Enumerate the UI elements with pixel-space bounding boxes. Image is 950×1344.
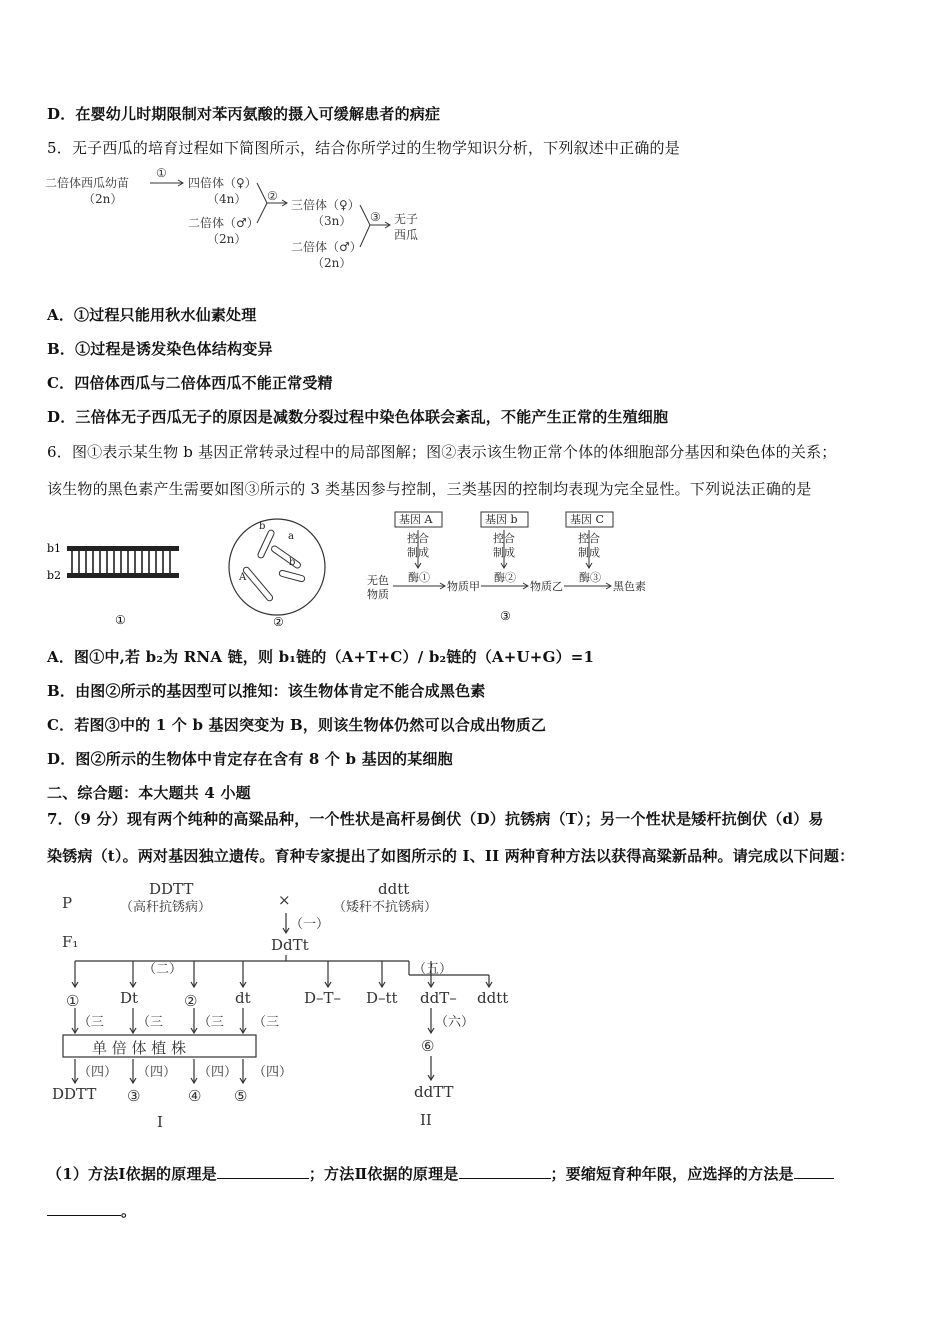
q7-breeding-diagram: [45, 875, 525, 1135]
q6-fig3-enzyme-1: 酶①: [408, 571, 430, 584]
q6-figure-3: [365, 508, 665, 628]
q6-fig2-chromosome-1: [257, 529, 275, 559]
q7-sub1: [47, 1163, 834, 1184]
q7-step-3c: （三: [198, 1015, 225, 1030]
q6-fig3-enzyme-2: 酶②: [494, 571, 516, 584]
q6-fig1-strand-b1: [67, 546, 179, 551]
q7-parent-1-desc: （高秆抗锈病）: [120, 900, 212, 915]
q6-fig3-control-3b: 制成: [578, 546, 600, 559]
q5-diploid-male-2: 二倍体（♂）: [291, 240, 362, 254]
q6-fig2-chromosome-3: [242, 566, 274, 602]
q7-result-3: ③: [127, 1087, 141, 1105]
q7-sub1-continued: [47, 1200, 136, 1221]
q6-fig3-colorless-1: 无色: [367, 574, 389, 587]
q7-f1: DdTt: [271, 936, 309, 954]
q6-fig3-gene-c: 基因 C: [570, 513, 604, 526]
q7-parent-2: ddtt: [378, 880, 410, 898]
q7-step-4b: （四）: [137, 1065, 177, 1080]
q5-watermelon-diagram: [45, 165, 445, 275]
q6-fig2-gene-A: A: [239, 572, 247, 583]
q6-fig1-b1: b1: [47, 542, 62, 555]
q6-fig3-colorless-2: 物质: [367, 588, 389, 601]
section-2-heading: 二、综合题：本大题共 4 小题: [47, 784, 251, 802]
q7-sub1-part3: ；要缩短育种年限，应选择的方法是: [550, 1165, 794, 1183]
q7-haploid-plants: 单 倍 体 植 株: [92, 1039, 187, 1057]
q7-f2-3: ddT–: [420, 989, 457, 1007]
q7-sub1-end: 。: [121, 1202, 137, 1220]
q6-option-a: A．图①中,若 b₂为 RNA 链，则 b₁链的（A+T+C）/ b₂链的（A+U+G）=1: [47, 648, 595, 666]
q5-result-line1: 无子: [394, 212, 419, 226]
q7-f2-4: ddtt: [477, 989, 509, 1007]
q7-gamete-1: ①: [66, 992, 80, 1010]
q6-fig2-chromosome-4: [279, 570, 306, 583]
q5-diploid-male-1-ploidy: （2n）: [207, 232, 247, 246]
q6-fig3-substance-b: 物质乙: [530, 580, 563, 593]
q5-tetraploid-ploidy: （4n）: [207, 192, 247, 206]
q7-step-3d: （三: [253, 1015, 280, 1030]
q7-result-5: ⑤: [234, 1087, 248, 1105]
q7-gamete-3: ②: [184, 992, 198, 1010]
q5-option-d: D．三倍体无子西瓜无子的原因是减数分裂过程中染色体联会紊乱，不能产生正常的生殖细胞: [47, 408, 669, 426]
q7-step-4d: （四）: [253, 1065, 293, 1080]
q4-option-d: D．在婴幼儿时期限制对苯丙氨酸的摄入可缓解患者的病症: [47, 105, 441, 123]
q6-fig2-gene-b-top: b: [259, 521, 266, 532]
q5-option-c: C．四倍体西瓜与二倍体西瓜不能正常受精: [47, 374, 333, 392]
q7-f2-1: D–T–: [304, 989, 342, 1007]
q5-seedling-ploidy: （2n）: [83, 192, 123, 206]
q7-p-label: P: [62, 894, 73, 912]
q6-fig3-control-2b: 制成: [493, 546, 515, 559]
q7-step-4c: （四）: [198, 1065, 238, 1080]
q7-final-ddtt: ddTT: [414, 1083, 454, 1101]
q6-option-d: D．图②所示的生物体中肯定存在含有 8 个 b 基因的某细胞: [47, 750, 453, 768]
q7-step-1: （一）: [290, 917, 330, 932]
q7-step-3a: （三: [78, 1015, 105, 1030]
q6-fig3-gene-a: 基因 A: [399, 513, 433, 526]
q6-fig3-gene-b: 基因 b: [485, 513, 518, 526]
q7-result-6: ⑥: [421, 1037, 435, 1055]
q7-sub1-part2: ；方法Ⅱ依据的原理是: [308, 1165, 459, 1183]
q6-fig1-b2: b2: [47, 569, 62, 582]
q7-cross: ×: [278, 891, 291, 909]
q7-method-1: I: [157, 1113, 163, 1131]
q6-stem-line2: 该生物的黑色素产生需要如图③所示的 3 类基因参与控制，三类基因的控制均表现为完全显性。下列说法正确的是: [47, 480, 812, 498]
q6-fig2-label: ②: [273, 615, 284, 629]
q5-seedling: 二倍体西瓜幼苗: [45, 176, 130, 190]
q7-parent-2-desc: （矮秆不抗锈病）: [333, 900, 438, 915]
q6-fig1-base-pairs: [72, 551, 170, 573]
q6-stem-line1: 6．图①表示某生物 b 基因正常转录过程中的局部图解；图②表示该生物正常个体的体细胞部分基因和染色体的关系；: [47, 443, 837, 461]
q6-fig3-label: ③: [500, 609, 511, 623]
q5-step3: ③: [370, 210, 381, 224]
q7-f1-label: F₁: [62, 933, 79, 951]
q6-fig3-control-1b: 制成: [407, 546, 429, 559]
q5-step2: ②: [267, 189, 278, 203]
q7-blank-3a[interactable]: [794, 1164, 834, 1179]
q5-triploid: 三倍体（♀）: [291, 198, 360, 212]
q6-fig2-gene-b-bottom: b: [289, 557, 296, 568]
q6-fig1-strand-b2: [67, 573, 179, 578]
q7-blank-1[interactable]: [217, 1164, 309, 1179]
q5-diploid-male-1: 二倍体（♂）: [188, 216, 259, 230]
q6-fig3-substance-a: 物质甲: [447, 580, 480, 593]
q7-stem-line1: 7．（9 分）现有两个纯种的高粱品种，一个性状是高杆易倒伏（D）抗锈病（T）；另一个性状是矮杆抗倒伏（d）易: [47, 810, 824, 828]
q7-gamete-2: Dt: [120, 989, 139, 1007]
q5-diploid-male-2-ploidy: （2n）: [312, 256, 352, 270]
q7-f2-2: D–tt: [366, 989, 398, 1007]
q7-blank-2[interactable]: [459, 1164, 551, 1179]
q6-fig2-chromosome-2: [270, 545, 301, 569]
q7-step-2: （二）: [143, 962, 183, 977]
q6-fig3-control-3a: 控合: [578, 532, 600, 545]
q7-stem-line2: 染锈病（t）。两对基因独立遗传。育种专家提出了如图所示的 I、II 两种育种方法以获得高粱新品种。请完成以下问题：: [47, 847, 855, 865]
q7-step-5: （五）: [413, 962, 453, 977]
q7-result-4: ④: [188, 1087, 202, 1105]
q6-option-b: B．由图②所示的基因型可以推知：该生物体肯定不能合成黑色素: [47, 682, 486, 700]
q5-triploid-ploidy: （3n）: [312, 214, 352, 228]
q7-gamete-4: dt: [235, 989, 251, 1007]
q6-fig3-control-2a: 控合: [493, 532, 515, 545]
q6-fig2-gene-a: a: [288, 531, 294, 542]
q7-step-3b: （三: [137, 1015, 164, 1030]
q6-fig1-label: ①: [115, 613, 126, 627]
q5-step1: ①: [156, 166, 167, 180]
q6-figure-2: [225, 515, 335, 630]
q6-figure-1: [45, 538, 185, 628]
q5-result-line2: 西瓜: [394, 228, 419, 242]
q7-result-ddtt: DDTT: [52, 1085, 97, 1103]
q5-tetraploid: 四倍体（♀）: [188, 176, 257, 190]
q6-option-c: C．若图③中的 1 个 b 基因突变为 B，则该生物体仍然可以合成出物质乙: [47, 716, 547, 734]
q6-fig2-cell: [229, 519, 325, 615]
q5-option-a: A．①过程只能用秋水仙素处理: [47, 306, 257, 324]
q6-fig3-enzyme-3: 酶③: [579, 571, 601, 584]
q7-step-6: （六）: [435, 1015, 475, 1030]
q5-stem: 5．无子西瓜的培育过程如下简图所示，结合你所学过的生物学知识分析，下列叙述中正确的是: [47, 139, 680, 157]
q7-step-4a: （四）: [78, 1065, 118, 1080]
q6-fig3-control-1a: 控合: [407, 532, 429, 545]
q5-option-b: B．①过程是诱发染色体结构变异: [47, 340, 273, 358]
q7-sub1-part1: （1）方法Ⅰ依据的原理是: [47, 1165, 217, 1183]
q6-fig3-melanin: 黑色素: [613, 580, 646, 593]
q7-parent-1: DDTT: [149, 880, 194, 898]
q7-method-2: II: [420, 1111, 432, 1129]
q7-blank-3b[interactable]: [47, 1201, 121, 1216]
